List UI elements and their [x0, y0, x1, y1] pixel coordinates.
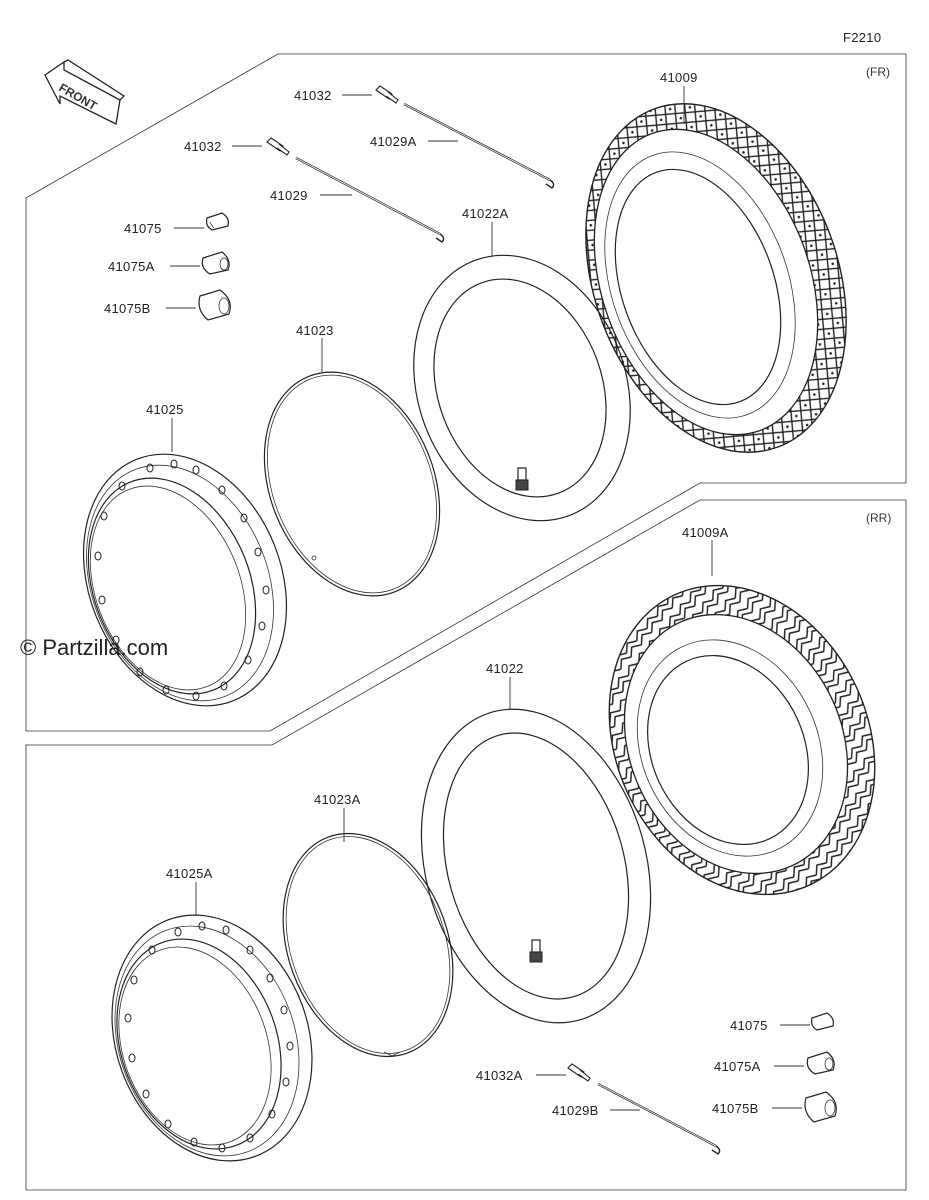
figure-code: F2210: [843, 30, 882, 45]
front-spoke-nipple: [267, 138, 289, 155]
label-front-spoke: 41029: [270, 188, 308, 203]
label-front-tire: 41009: [660, 70, 698, 85]
rear-rim: [79, 887, 346, 1189]
front-spoke-a: [404, 104, 554, 188]
label-rear-cap: 41075: [730, 1018, 768, 1033]
label-front-spoke-nipple-a: 41032: [294, 88, 332, 103]
label-rear-spoke-nipple: 41032A: [476, 1068, 523, 1083]
rear-spoke: [598, 1084, 720, 1154]
front-arrow-label: FRONT: [56, 80, 100, 114]
label-front-rim: 41025: [146, 402, 184, 417]
rear-cap-b: [805, 1092, 836, 1122]
rear-rim-band: [253, 810, 482, 1081]
front-tire: [540, 67, 892, 489]
front-tube-valve: [516, 468, 528, 490]
front-cap-a: [202, 252, 229, 274]
label-front-rim-band: 41023: [296, 323, 334, 338]
rear-cap-a: [807, 1052, 834, 1074]
label-rear-rim: 41025A: [166, 866, 213, 881]
front-rim: [47, 424, 322, 737]
rear-tube-valve: [530, 940, 542, 962]
label-front-cap-a: 41075A: [108, 259, 155, 274]
front-direction-arrow: [45, 60, 124, 124]
label-rear-cap-b: 41075B: [712, 1101, 759, 1116]
front-spoke-nipple-top: [376, 86, 398, 103]
watermark: © Partzilla.com: [20, 635, 169, 660]
label-rear-cap-a: 41075A: [714, 1059, 761, 1074]
label-front-spoke-nipple: 41032: [184, 139, 222, 154]
rear-section-tag: (RR): [866, 511, 892, 525]
front-spoke: [296, 158, 444, 242]
label-rear-tire: 41009A: [682, 525, 729, 540]
label-rear-rim-band: 41023A: [314, 792, 361, 807]
label-front-cap: 41075: [124, 221, 162, 236]
label-rear-tube: 41022: [486, 661, 524, 676]
label-front-cap-b: 41075B: [104, 301, 151, 316]
label-front-tube: 41022A: [462, 206, 509, 221]
front-section-tag: (FR): [866, 65, 890, 79]
front-cap: [207, 213, 229, 230]
label-front-spoke-a: 41029A: [370, 134, 417, 149]
rear-cap: [812, 1013, 834, 1030]
label-rear-spoke: 41029B: [552, 1103, 599, 1118]
rear-tire: [560, 542, 924, 939]
rear-spoke-nipple: [568, 1064, 590, 1081]
front-cap-b: [199, 290, 230, 320]
